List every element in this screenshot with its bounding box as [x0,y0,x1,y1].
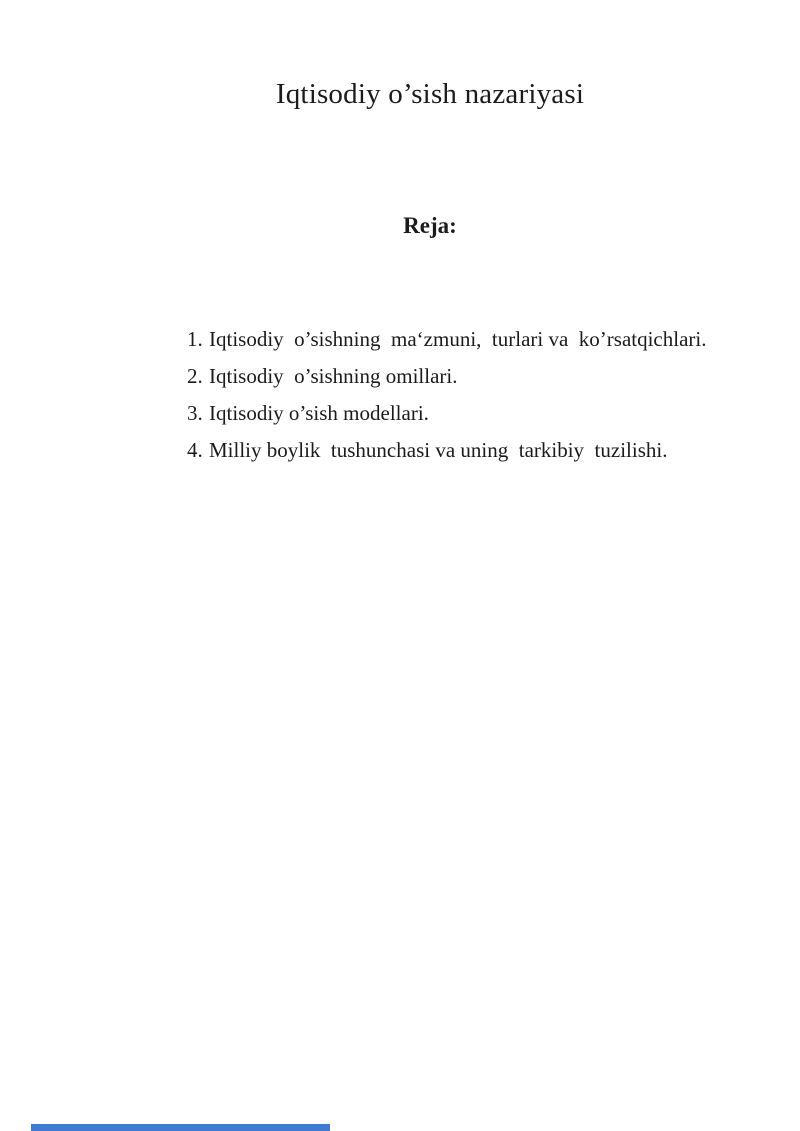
list-item [187,321,800,358]
plan-heading: Reja: [403,213,457,238]
list-item [187,395,800,432]
item-text: Milliy boylik tushunchasi va uning tarkibiy tuzilishi. [209,438,668,462]
item-number: 2. [187,364,203,388]
numbered-list [187,321,800,469]
item-text: Iqtisodiy o’sishning omillari. [209,364,458,388]
document-content [60,0,800,469]
item-number: 1. [187,327,203,351]
list-item [187,358,800,395]
document-title: Iqtisodiy o’sish nazariyasi [275,78,585,110]
item-text: Iqtisodiy o’sish modellari. [209,401,429,425]
bottom-accent-bar [31,1124,330,1131]
item-number: 3. [187,401,203,425]
list-item [187,432,800,469]
item-text: Iqtisodiy o’sishning ma‘zmuni, turlari va ko’rsatqichlari. [209,327,707,351]
item-number: 4. [187,438,203,462]
